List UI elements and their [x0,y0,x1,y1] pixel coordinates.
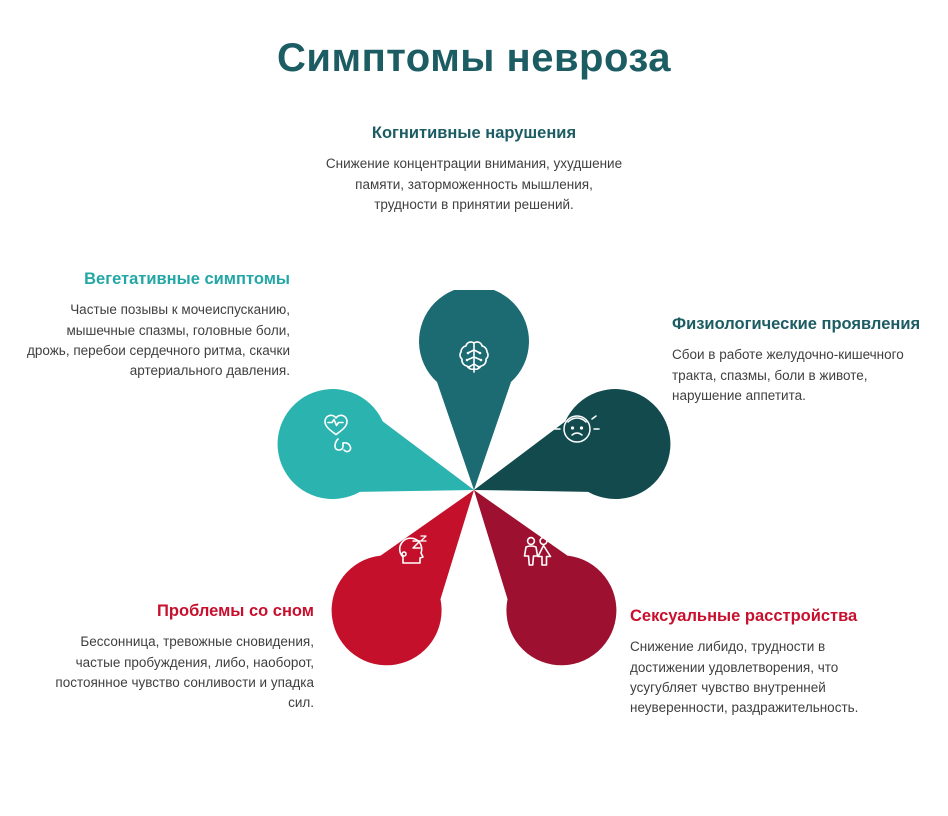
section-sleep-heading: Проблемы со сном [157,602,314,620]
section-physiological-body: Сбои в работе желудочно-кишечного тракта, спазмы, боли в животе, нарушение аппетита. [672,347,904,403]
section-cognitive-heading: Когнитивные нарушения [371,124,577,142]
section-cognitive [324,122,624,215]
section-physiological-heading: Физиологические проявления [672,315,921,333]
section-vegetative [24,268,290,381]
petal-cognitive[interactable] [419,290,529,490]
petal-diagram [274,290,674,690]
section-sleep [52,600,314,713]
section-vegetative-body: Частые позывы к мочеиспусканию, мышечные спазмы, головные боли, дрожь, перебои сердечного ритма, скачки артериального давления. [27,302,290,379]
section-sexual-heading: Сексуальные расстройства [630,607,858,625]
page-title: Симптомы невроза [277,36,671,80]
section-physiological [672,313,930,406]
section-sleep-body: Бессонница, тревожные сновидения, частые пробуждения, либо, наоборот, постоянное чувство сонливости и упадка сил. [55,634,314,711]
section-cognitive-body: Снижение концентрации внимания, ухудшение памяти, заторможенность мышления, трудности в принятии решений. [325,156,623,212]
section-sexual [630,605,900,718]
section-vegetative-heading: Вегетативные симптомы [84,270,290,288]
section-sexual-body: Снижение либидо, трудности в достижении удовлетворения, что усугубляет чувство внутренней неуверенности, раздражительность. [630,639,859,716]
